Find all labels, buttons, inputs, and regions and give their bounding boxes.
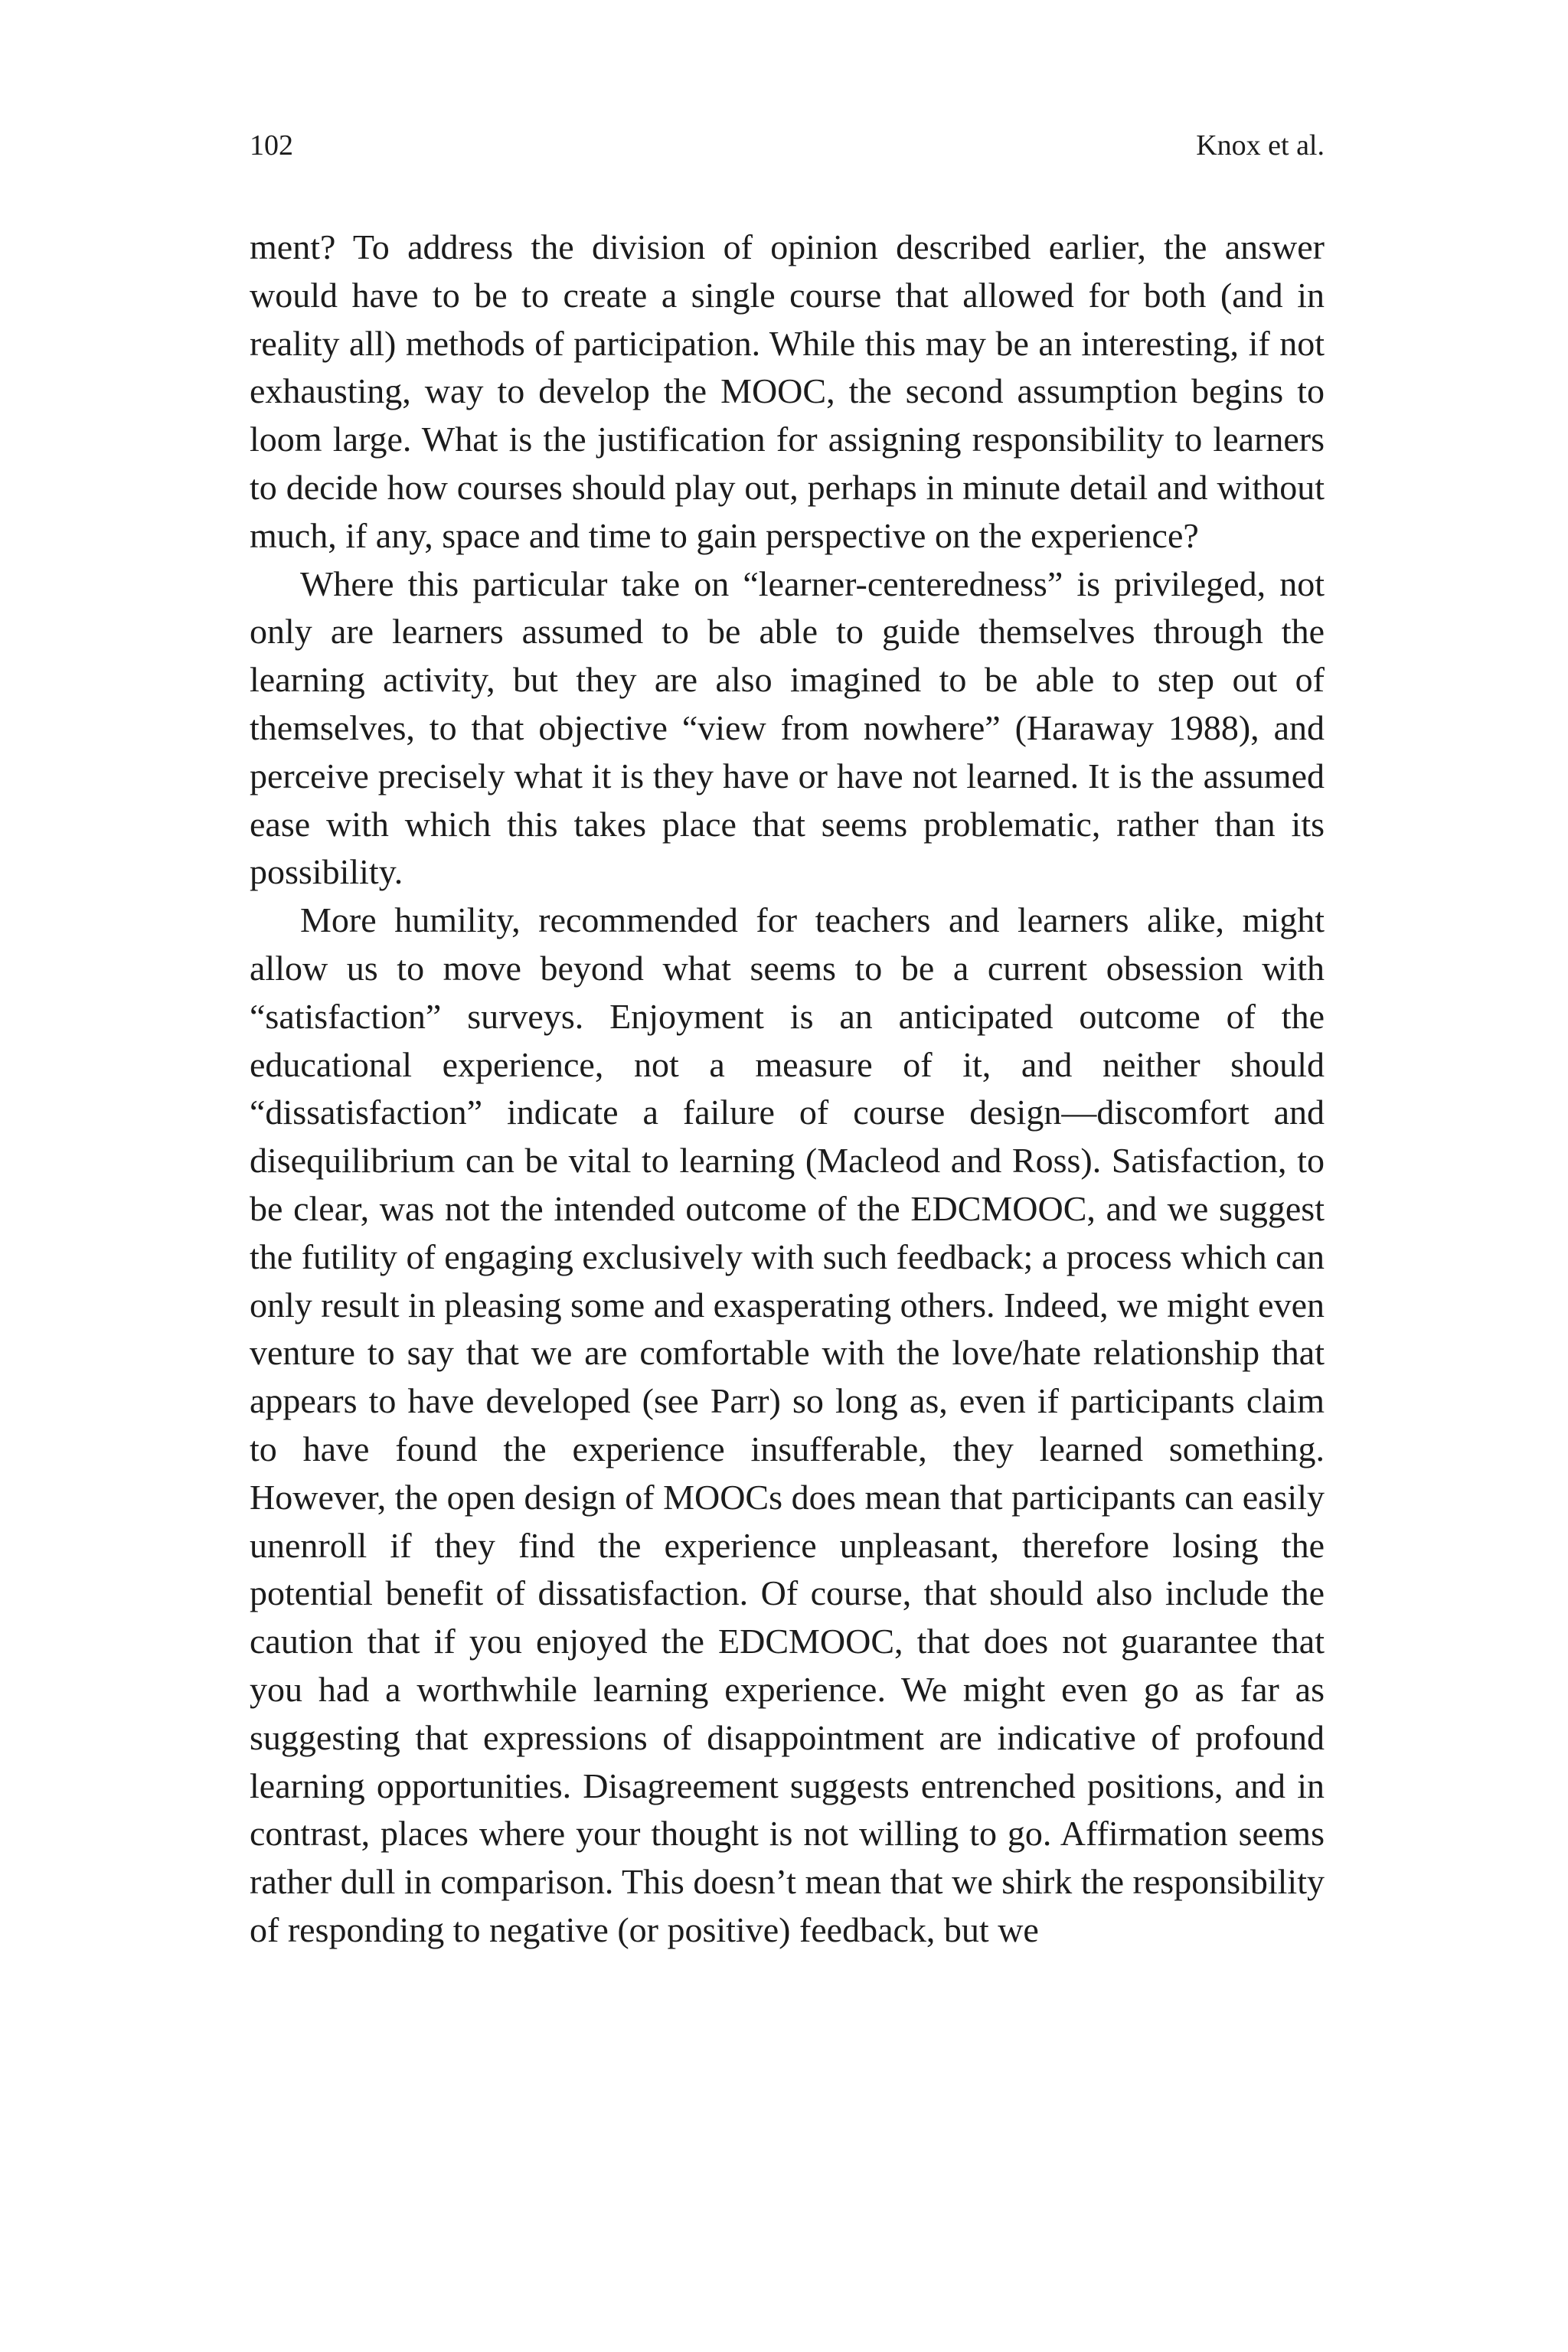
paragraph-learner-centeredness: Where this particular take on “learner-centeredness” is privileged, not only are learners assumed to be able to guide themselves through the learning activity, but they are also imagined to be able to step out of themselves, to that objective “view from nowhere” (Haraway 1988), and perceive precisely what it is they have or have not learned. It is the assumed ease with which this takes place that seems problematic, rather than its possibility. [250, 564, 1325, 892]
page-number: 102 [250, 129, 293, 162]
body-text [250, 224, 1325, 1955]
paragraph-humility: More humility, recommended for teachers and learners alike, might allow us to move beyond what seems to be a current obsession with “satisfaction” surveys. Enjoyment is an anticipated outcome of the educational experience, not a measure of it, and neither should “dissatisfaction” indicate a failure of course design—discomfort and disequilibrium can be vital to learning (Macleod and Ross). Satisfaction, to be clear, was not the intended outcome of the EDCMOOC, and we suggest the futility of engaging exclusively with such feedback; a process which can only result in pleasing some and exasperating others. Indeed, we might even venture to say that we are comfortable with the love/hate relationship that appears to have developed (see Parr) so long as, even if participants claim to have found the experience insufferable, they learned something. However, the open design of MOOCs does mean that participants can easily unenroll if they find the experience unpleasant, therefore losing the potential benefit of dissatisfaction. Of course, that should also include the caution that if you enjoyed the EDCMOOC, that does not guarantee that you had a worthwhile learning experience. We might even go as far as suggesting that expressions of disappointment are indicative of profound learning opportunities. Disagreement suggests entrenched positions, and in contrast, places where your thought is not willing to go. Affirmation seems rather dull in comparison. This doesn’t mean that we shirk the responsibility of responding to negative (or positive) feedback, but we [250, 900, 1325, 1949]
running-head-author: Knox et al. [1196, 129, 1325, 162]
running-head [250, 126, 1325, 165]
paragraph-continuation: ment? To address the division of opinion described earlier, the answer would have to be to create a single course that allowed for both (and in reality all) methods of participation. While this may be an interesting, if not exhausting, way to develop the MOOC, the second assumption begins to loom large. What is the justification for assigning responsibility to learners to decide how courses should play out, perhaps in minute detail and without much, if any, space and time to gain perspective on the experience? [250, 227, 1325, 555]
